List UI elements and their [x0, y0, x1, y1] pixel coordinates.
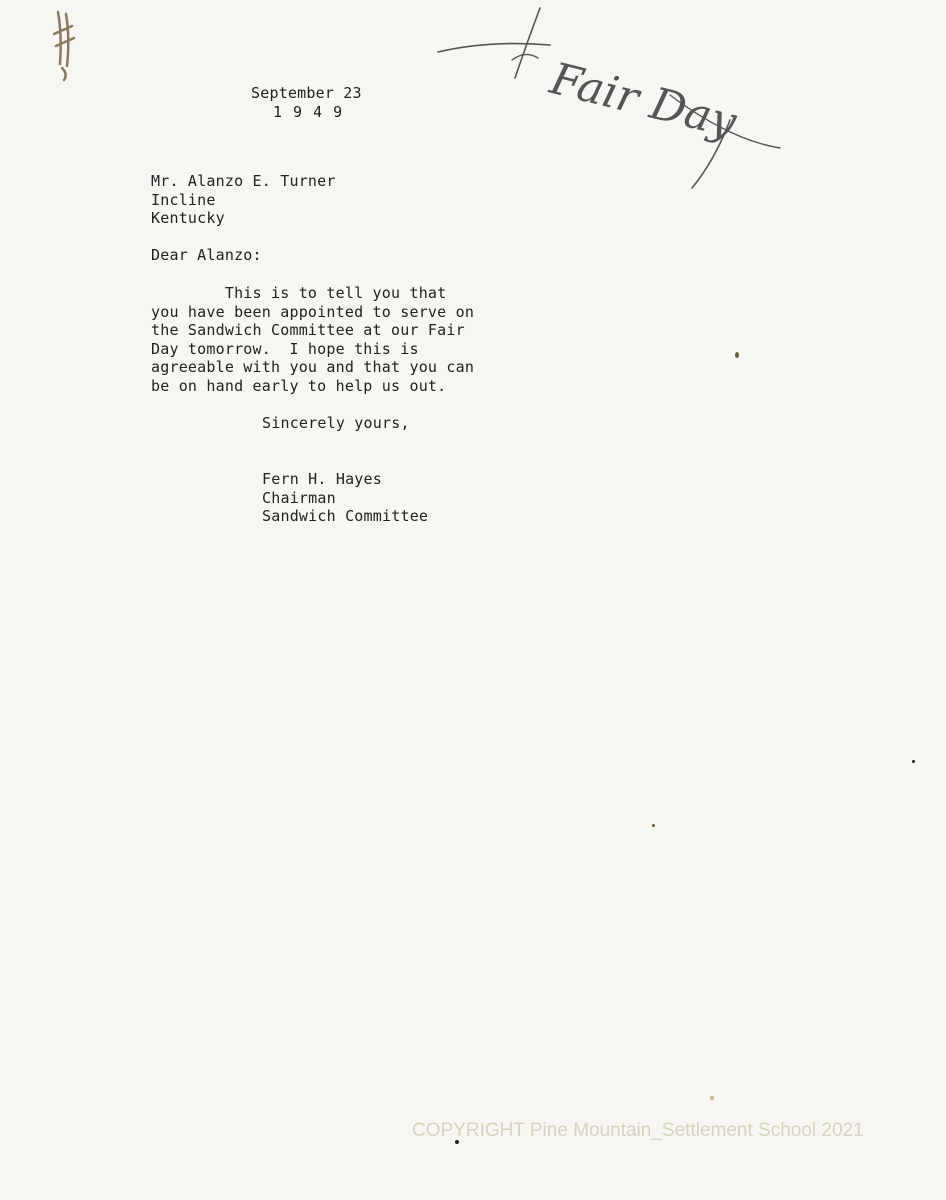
- letter-date: September 23: [251, 84, 362, 102]
- body-line: the Sandwich Committee at our Fair: [151, 321, 465, 339]
- recipient-state: Kentucky: [151, 209, 225, 227]
- closing: Sincerely yours,: [262, 414, 410, 432]
- paper-speck: [652, 824, 655, 827]
- handwritten-fair-day-annotation: [430, 0, 800, 200]
- body-line: This is to tell you that: [151, 284, 447, 302]
- paper-speck: [912, 760, 915, 763]
- handwritten-text: Fair Day: [545, 53, 742, 149]
- recipient-address: [151, 172, 336, 228]
- copyright-watermark: COPYRIGHT Pine Mountain_Settlement School 2021: [412, 1120, 864, 1141]
- paper-speck: [735, 352, 739, 358]
- letter-body: [151, 284, 474, 395]
- corner-pencil-mark: [40, 4, 90, 84]
- salutation: Dear Alanzo:: [151, 246, 262, 264]
- body-line: be on hand early to help us out.: [151, 376, 447, 395]
- body-line: you have been appointed to serve on: [151, 302, 475, 321]
- signer-name: Fern H. Hayes: [262, 470, 382, 488]
- signer-committee: Sandwich Committee: [262, 507, 429, 525]
- body-line: Day tomorrow. I hope this is: [151, 339, 419, 358]
- recipient-town: Incline: [151, 190, 216, 209]
- recipient-name: Mr. Alanzo E. Turner: [151, 172, 336, 190]
- paper-speck: [710, 1096, 714, 1100]
- body-line: agreeable with you and that you can: [151, 358, 475, 376]
- signer-title: Chairman: [262, 488, 336, 507]
- letter-year: 1 9 4 9: [273, 103, 344, 121]
- signature-block: [262, 470, 428, 526]
